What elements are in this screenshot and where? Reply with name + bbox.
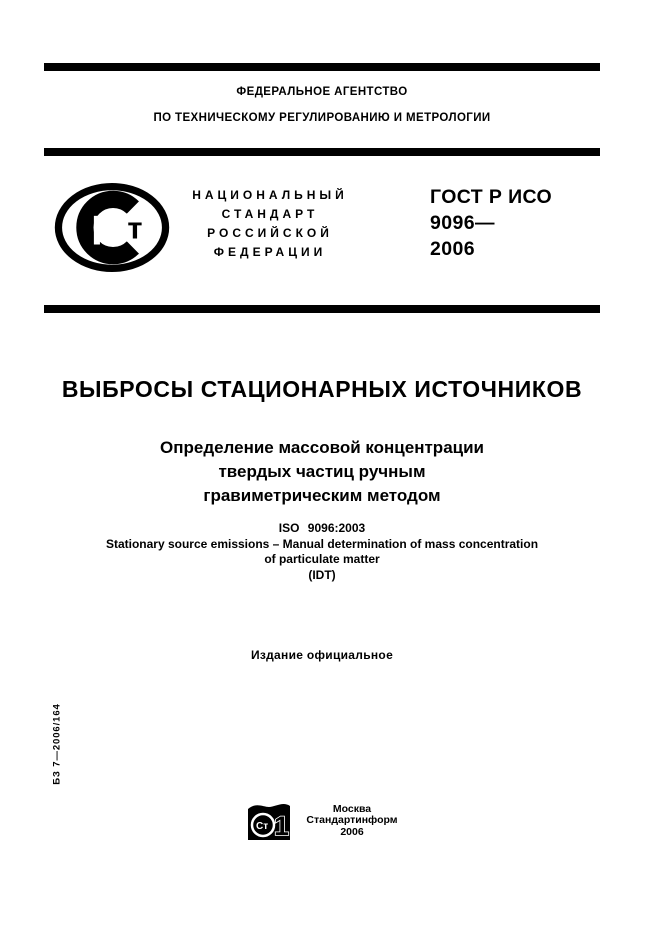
designation-line: 9096— [430,212,495,234]
iso-title-line: of particulate matter [264,552,380,566]
imprint-city: Москва [332,802,372,815]
official-edition-note: Издание официальное [250,648,394,662]
imprint-text [306,804,397,839]
standartinform-emblem-icon [246,799,292,843]
standard-type-line: СТАНДАРТ [221,207,319,221]
horizontal-rule-middle [44,148,600,156]
subtitle-line: Определение массовой концентрации [159,438,484,457]
imprint-year: 2006 [340,825,364,838]
document-subtitle [44,436,600,508]
rst-certification-mark-icon [53,181,171,274]
standard-type-label [184,186,356,262]
subtitle-line: гравиметрическим методом [203,486,441,505]
designation-line: ГОСТ Р ИСО [430,186,553,208]
designation-line: 2006 [430,238,475,260]
rst-letter-p: Р [91,206,119,254]
publisher-imprint [44,799,600,843]
side-registration-code: БЗ 7—2006/164 [51,703,63,785]
imprint-publisher: Стандартинформ [306,814,398,827]
emblem-letters: Ст [256,821,269,832]
iso-title-line: Stationary source emissions – Manual determination of mass concentration [105,536,539,551]
subtitle-line: твердых частиц ручным [218,462,426,481]
iso-number: ISO 9096:2003 [278,521,366,535]
document-title: ВЫБРОСЫ СТАЦИОНАРНЫХ ИСТОЧНИКОВ [61,376,583,402]
agency-header [44,86,600,124]
standard-type-line: ФЕДЕРАЦИИ [213,245,327,259]
rst-letter-t: т [127,210,143,246]
horizontal-rule-lower [44,305,600,313]
agency-line-2: ПО ТЕХНИЧЕСКОМУ РЕГУЛИРОВАНИЮ И МЕТРОЛОГИИ [153,112,491,124]
standard-type-line: НАЦИОНАЛЬНЫЙ [192,188,348,202]
iso-reference-block [44,521,600,583]
agency-line-1: ФЕДЕРАЛЬНОЕ АГЕНТСТВО [236,86,408,98]
emblem-digit: 1 [274,811,290,841]
standard-designation [430,184,552,262]
iso-idt-note: (IDT) [308,567,336,582]
standard-type-line: РОССИЙСКОЙ [207,226,333,240]
horizontal-rule-top [44,63,600,71]
